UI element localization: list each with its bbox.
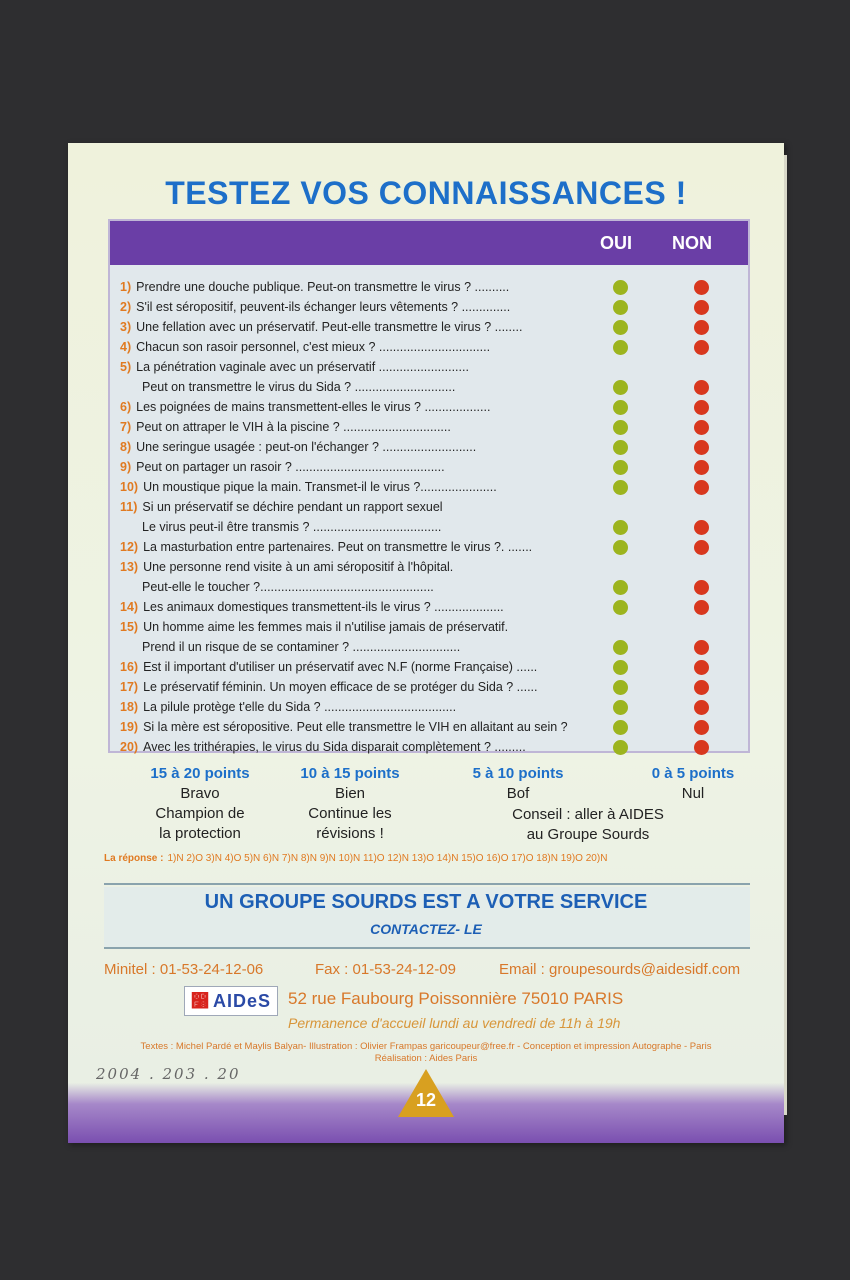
non-header: NON xyxy=(672,233,712,253)
non-answer-dot[interactable] xyxy=(694,400,709,415)
non-answer-dot[interactable] xyxy=(694,700,709,715)
question-line xyxy=(120,297,510,317)
question-row xyxy=(120,537,532,557)
question-text: Un homme aime les femmes mais il n'utilise jamais de préservatif. xyxy=(143,620,509,634)
question-line xyxy=(120,697,456,717)
oui-answer-dot[interactable] xyxy=(613,680,628,695)
question-row xyxy=(120,557,453,597)
oui-answer-dot[interactable] xyxy=(613,300,628,315)
question-number: 20) xyxy=(120,740,139,754)
email-address: Email : groupesourds@aidesidf.com xyxy=(499,961,741,978)
credits-line: Textes : Michel Pardé et Maylis Balyan- Illustration : Olivier Frampas garicoupeur@free.fr - Conception et impression Autographe - Paris xyxy=(140,1041,712,1052)
non-answer-dot[interactable] xyxy=(694,540,709,555)
question-text: Le virus peut-il être transmis ? ..................................... xyxy=(142,520,442,534)
question-text: Prend il un risque de se contaminer ? ............................... xyxy=(142,640,461,654)
question-line xyxy=(120,357,469,377)
question-text: Peut on attraper le VIH à la piscine ? ............................... xyxy=(136,420,451,434)
question-number: 19) xyxy=(120,720,139,734)
conseil-line: Conseil : aller à AIDES xyxy=(512,806,664,823)
score-range-15-20 xyxy=(140,764,260,844)
quiz-header xyxy=(110,221,748,265)
question-number: 17) xyxy=(120,680,139,694)
question-line xyxy=(120,597,504,617)
score-verdict: révisions ! xyxy=(316,825,384,842)
question-line xyxy=(120,477,497,497)
question-number: 13) xyxy=(120,560,139,574)
oui-answer-dot[interactable] xyxy=(613,520,628,535)
question-line xyxy=(120,557,453,577)
oui-answer-dot[interactable] xyxy=(613,660,628,675)
contact-subheading: CONTACTEZ- LE xyxy=(370,921,482,937)
question-line xyxy=(120,417,451,437)
question-text: La pénétration vaginale avec un préservatif .......................... xyxy=(136,360,469,374)
question-line xyxy=(120,497,443,517)
non-answer-dot[interactable] xyxy=(694,460,709,475)
question-text: La pilule protège t'elle du Sida ? ...................................... xyxy=(143,700,457,714)
question-line xyxy=(120,277,509,297)
question-row xyxy=(120,717,568,737)
question-text: Une seringue usagée : peut-on l'échanger ? ........................... xyxy=(136,440,477,454)
answers-label: La réponse : xyxy=(104,853,164,864)
oui-answer-dot[interactable] xyxy=(613,480,628,495)
non-answer-dot[interactable] xyxy=(694,320,709,335)
page-number: 12 xyxy=(415,1090,437,1110)
question-number: 12) xyxy=(120,540,139,554)
non-answer-dot[interactable] xyxy=(694,340,709,355)
non-answer-dot[interactable] xyxy=(694,380,709,395)
score-verdict: Nul xyxy=(681,785,705,802)
score-range-10-15 xyxy=(290,764,410,844)
question-row xyxy=(120,297,510,317)
non-answer-dot[interactable] xyxy=(694,300,709,315)
non-answer-dot[interactable] xyxy=(694,440,709,455)
conseil-line: au Groupe Sourds xyxy=(526,826,650,843)
non-answer-dot[interactable] xyxy=(694,640,709,655)
score-verdict: Continue les xyxy=(308,805,392,822)
oui-answer-dot[interactable] xyxy=(613,460,628,475)
page-title: TESTEZ VOS CONNAISSANCES ! xyxy=(165,175,687,211)
non-answer-dot[interactable] xyxy=(694,280,709,295)
postal-address: 52 rue Faubourg Poissonnière 75010 PARIS xyxy=(288,989,624,1008)
oui-answer-dot[interactable] xyxy=(613,420,628,435)
question-text: Une fellation avec un préservatif. Peut-elle transmettre le virus ? ........ xyxy=(136,320,523,334)
non-answer-dot[interactable] xyxy=(694,520,709,535)
question-number: 7) xyxy=(120,420,132,434)
credits xyxy=(68,1041,784,1065)
score-verdict: Bravo xyxy=(180,785,220,802)
question-number: 14) xyxy=(120,600,139,614)
question-row xyxy=(120,677,538,697)
question-row xyxy=(120,477,497,497)
minitel-number: Minitel : 01-53-24-12-06 xyxy=(104,961,264,978)
question-text: S'il est séropositif, peuvent-ils échanger leurs vêtements ? .............. xyxy=(136,300,511,314)
question-number: 18) xyxy=(120,700,139,714)
score-range-5-10 xyxy=(458,764,578,804)
question-text: Un moustique pique la main. Transmet-il le virus ?...................... xyxy=(143,480,497,494)
question-line xyxy=(120,537,532,557)
question-row xyxy=(120,317,522,337)
opening-hours: Permanence d'accueil lundi au vendredi de 11h à 19h xyxy=(288,1015,621,1031)
question-text: Le préservatif féminin. Un moyen efficace de se protéger du Sida ? ...... xyxy=(143,680,538,694)
red-ribbon-icon: ෸ xyxy=(190,990,209,1011)
fax-number: Fax : 01-53-24-12-09 xyxy=(315,961,456,978)
question-number: 9) xyxy=(120,460,132,474)
question-row xyxy=(120,397,490,417)
oui-answer-dot[interactable] xyxy=(613,640,628,655)
logo-text: AIDeS xyxy=(212,990,271,1011)
oui-answer-dot[interactable] xyxy=(613,700,628,715)
question-number: 8) xyxy=(120,440,132,454)
question-number: 4) xyxy=(120,340,132,354)
non-answer-dot[interactable] xyxy=(694,660,709,675)
question-text: Les animaux domestiques transmettent-ils le virus ? .................... xyxy=(143,600,504,614)
question-line xyxy=(120,437,476,457)
page-edge xyxy=(784,155,787,1115)
oui-answer-dot[interactable] xyxy=(613,400,628,415)
non-answer-dot[interactable] xyxy=(694,480,709,495)
oui-answer-dot[interactable] xyxy=(613,380,628,395)
score-points: 0 à 5 points xyxy=(651,765,735,782)
question-row xyxy=(120,657,537,677)
non-answer-dot[interactable] xyxy=(694,600,709,615)
score-points: 10 à 15 points xyxy=(300,765,400,782)
non-answer-dot[interactable] xyxy=(694,420,709,435)
question-row xyxy=(120,277,509,297)
oui-header: OUI xyxy=(600,233,633,253)
score-verdict: Champion de xyxy=(155,805,245,822)
question-text: Peut on partager un rasoir ? ........................................... xyxy=(136,460,445,474)
question-text: Prendre une douche publique. Peut-on transmettre le virus ? .......... xyxy=(136,280,510,294)
score-verdict: Bof xyxy=(506,785,530,802)
score-verdict: la protection xyxy=(159,825,241,842)
oui-answer-dot[interactable] xyxy=(613,340,628,355)
question-line xyxy=(120,397,490,417)
oui-answer-dot[interactable] xyxy=(613,320,628,335)
answers-line xyxy=(104,853,607,864)
question-text: Chacun son rasoir personnel, c'est mieux ? ................................ xyxy=(136,340,491,354)
score-points: 5 à 10 points xyxy=(472,765,564,782)
aides-logo xyxy=(184,986,278,1016)
non-answer-dot[interactable] xyxy=(694,680,709,695)
question-number: 6) xyxy=(120,400,132,414)
question-text: Une personne rend visite à un ami séropositif à l'hôpital. xyxy=(143,560,454,574)
handwritten-note: 2004 . 203 . 20 xyxy=(96,1065,241,1083)
groupe-heading: UN GROUPE SOURDS EST A VOTRE SERVICE xyxy=(204,891,648,913)
non-answer-dot[interactable] xyxy=(694,720,709,735)
question-text: La masturbation entre partenaires. Peut on transmettre le virus ?. ....... xyxy=(143,540,533,554)
non-answer-dot[interactable] xyxy=(694,740,709,755)
question-text: Avec les trithérapies, le virus du Sida disparait complètement ? ......... xyxy=(143,740,526,754)
divider xyxy=(104,947,750,949)
question-number: 15) xyxy=(120,620,139,634)
question-number: 11) xyxy=(120,500,138,514)
question-row xyxy=(120,417,451,437)
question-line xyxy=(120,657,537,677)
score-range-0-5 xyxy=(638,764,748,804)
non-answer-dot[interactable] xyxy=(694,580,709,595)
quiz-table xyxy=(108,219,750,753)
question-line xyxy=(120,737,526,757)
question-row xyxy=(120,497,443,537)
question-number: 2) xyxy=(120,300,132,314)
question-text: Peut on transmettre le virus du Sida ? ............................. xyxy=(142,380,456,394)
question-number: 3) xyxy=(120,320,132,334)
question-line xyxy=(120,317,522,337)
question-row xyxy=(120,457,445,477)
oui-answer-dot[interactable] xyxy=(613,280,628,295)
question-line xyxy=(120,617,508,637)
brochure-page xyxy=(68,143,784,1143)
question-line xyxy=(120,457,445,477)
oui-answer-dot[interactable] xyxy=(613,720,628,735)
question-number: 5) xyxy=(120,360,132,374)
question-row xyxy=(120,697,456,717)
question-row xyxy=(120,617,508,657)
question-line xyxy=(120,717,568,737)
oui-answer-dot[interactable] xyxy=(613,540,628,555)
credits-line: Réalisation : Aides Paris xyxy=(374,1053,478,1064)
question-text: Les poignées de mains transmettent-elles le virus ? ................... xyxy=(136,400,491,414)
question-row xyxy=(120,357,469,397)
question-number: 10) xyxy=(120,480,139,494)
question-text: Si un préservatif se déchire pendant un rapport sexuel xyxy=(142,500,443,514)
question-text: Peut-elle le toucher ?.................................................. xyxy=(142,580,434,594)
oui-answer-dot[interactable] xyxy=(613,440,628,455)
question-row xyxy=(120,737,526,757)
question-row xyxy=(120,437,476,457)
answers-values: 1)N 2)O 3)N 4)O 5)N 6)N 7)N 8)N 9)N 10)N 11)O 12)N 13)O 14)N 15)O 16)O 17)O 18)N 19)O 20)N xyxy=(167,853,608,864)
oui-answer-dot[interactable] xyxy=(613,580,628,595)
score-verdict: Bien xyxy=(334,785,366,802)
divider xyxy=(104,883,750,885)
question-line xyxy=(120,677,538,697)
page-number-badge xyxy=(398,1069,454,1117)
score-points: 15 à 20 points xyxy=(150,765,250,782)
conseil xyxy=(498,805,678,845)
question-row xyxy=(120,337,490,357)
question-text: Si la mère est séropositive. Peut elle transmettre le VIH en allaitant au sein ? xyxy=(143,720,568,734)
question-number: 16) xyxy=(120,660,139,674)
question-text: Est il important d'utiliser un préservatif avec N.F (norme Française) ...... xyxy=(143,660,538,674)
question-row xyxy=(120,597,504,617)
question-line xyxy=(120,337,490,357)
question-number: 1) xyxy=(120,280,132,294)
oui-answer-dot[interactable] xyxy=(613,600,628,615)
oui-answer-dot[interactable] xyxy=(613,740,628,755)
